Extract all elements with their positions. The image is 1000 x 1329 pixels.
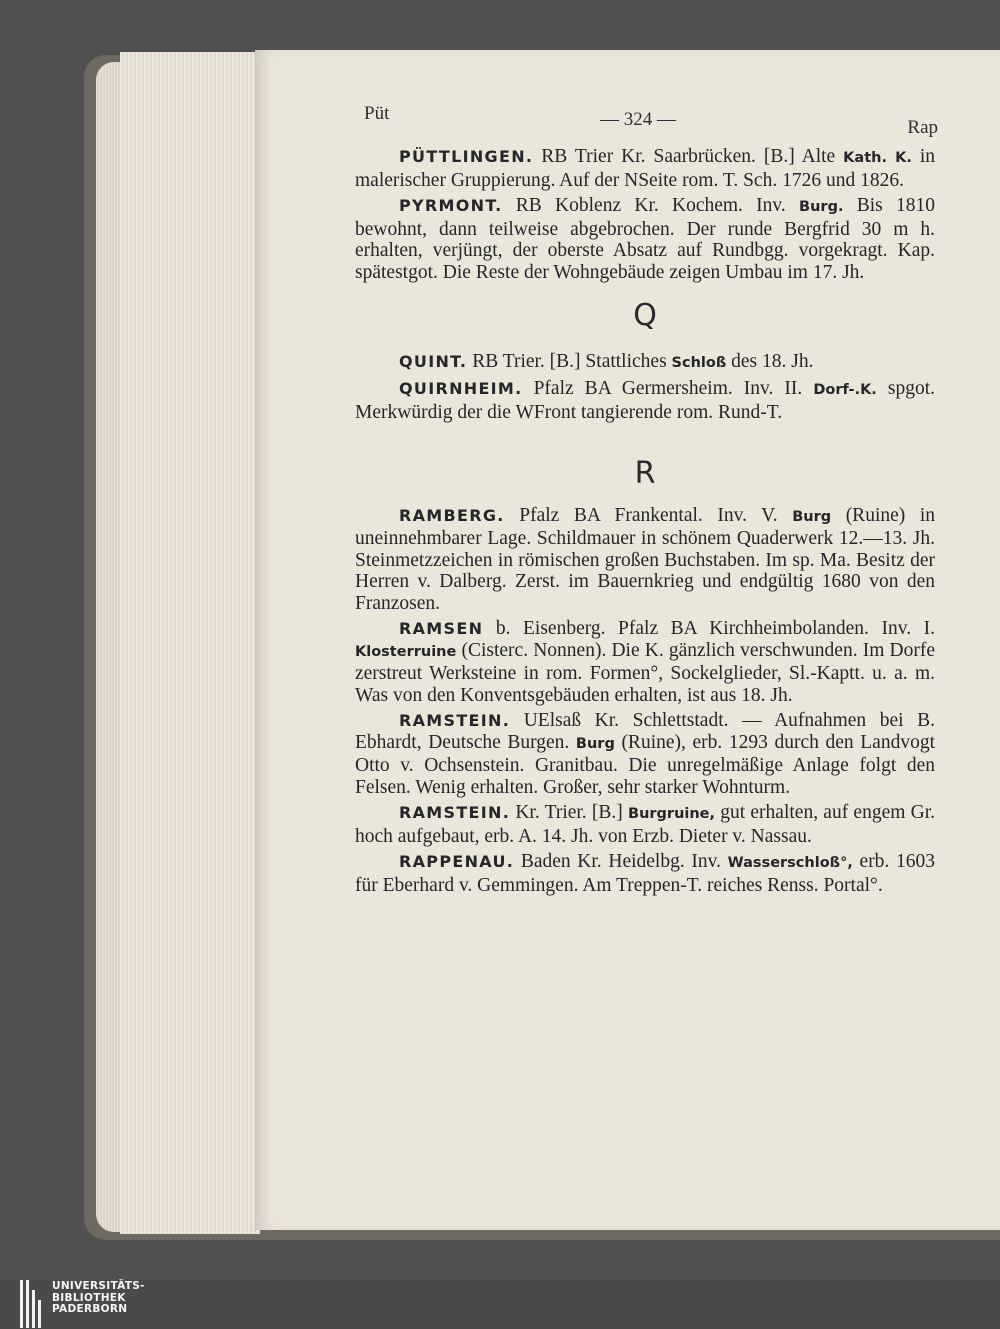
entry-keyword: Schloß xyxy=(671,354,727,371)
entries-p xyxy=(355,146,935,283)
entry-text: erb. 1603 für Eberhard v. Gemmingen. Am Treppen-T. reiches Renss. Portal°. xyxy=(355,851,935,896)
entry-text: RB Trier. [B.] Stattliches xyxy=(467,350,672,372)
gazetteer-entry xyxy=(355,710,935,798)
gazetteer-entry xyxy=(355,802,935,847)
entries-q xyxy=(355,351,935,424)
entry-place-name: PYRMONT. xyxy=(399,196,503,215)
library-name-line-1: UNIVERSITÄTS- xyxy=(52,1280,145,1292)
library-name-line-3: PADERBORN xyxy=(52,1303,128,1315)
gazetteer-entry xyxy=(355,505,935,615)
entry-place-name: QUINT. xyxy=(399,351,468,371)
library-name-line-2: BIBLIOTHEK xyxy=(52,1291,126,1304)
gazetteer-entry xyxy=(355,618,935,706)
entry-keyword: Burg. xyxy=(799,199,844,215)
entry-text: spgot. Merkwürdig der die WFront tangierende rom. Rund-T. xyxy=(355,378,936,423)
entry-text: Pfalz BA Frankental. Inv. V. xyxy=(504,504,793,526)
entry-text: RB Trier Kr. Saarbrücken. [B.] Alte xyxy=(533,146,844,167)
entry-text: Bis 1810 bewohnt, dann teilweise abgebrochen. Der runde Bergfrid 30 m h. erhalten, verjüngt, der oberste Absatz auf Rundbgg. vorgekragt. Kap. spätestgot. Die Reste der Wohngebäude zeigen Umbau im 17. Jh. xyxy=(355,195,935,283)
entry-keyword: Dorf-.K. xyxy=(813,382,877,398)
entry-keyword: Burgruine, xyxy=(628,806,716,822)
entry-place-name: RAMBERG. xyxy=(399,505,505,525)
gazetteer-entry xyxy=(355,195,935,283)
entry-keyword: Wasserschloß°, xyxy=(727,855,853,871)
entry-place-name: RAMSTEIN. xyxy=(399,711,511,730)
library-name xyxy=(52,1281,145,1316)
entries-r xyxy=(355,505,935,897)
gazetteer-entry xyxy=(355,351,935,375)
entry-text: Pfalz BA Germersheim. Inv. II. xyxy=(522,378,814,399)
entry-text: in malerischer Gruppierung. Auf der NSeite rom. T. Sch. 1726 und 1826. xyxy=(355,146,936,191)
entry-place-name: QUIRNHEIM. xyxy=(399,379,523,398)
entry-text: Kr. Trier. [B.] xyxy=(510,802,629,823)
page-text xyxy=(355,146,935,900)
entry-place-name: RAPPENAU. xyxy=(399,852,515,871)
entry-place-name: RAMSTEIN. xyxy=(399,803,511,822)
entry-keyword: Klosterruine xyxy=(355,643,457,660)
entry-keyword: Burg xyxy=(575,735,615,752)
library-logo-icon xyxy=(20,1280,46,1328)
gazetteer-entry xyxy=(355,851,935,896)
entry-text: (Ruine), erb. 1293 durch den Landvogt Otto v. Ochsenstein. Granitbau. Die unregelmäßige Anlage folgt den Felsen. Wenig erhalten. Großer, sehr starker Wohnturm. xyxy=(355,731,935,798)
gazetteer-entry xyxy=(355,146,935,191)
entry-place-name: PÜTTLINGEN. xyxy=(399,147,534,166)
entry-text: Baden Kr. Heidelbg. Inv. xyxy=(514,851,728,872)
entry-keyword: Burg xyxy=(792,508,832,525)
entry-text: UElsaß Kr. Schlettstadt. — Aufnahmen bei B. Ebhardt, Deutsche Burgen. xyxy=(355,710,935,753)
section-letter-q: Q xyxy=(633,298,657,333)
entry-place-name: RAMSEN xyxy=(399,619,484,638)
entry-text: b. Eisenberg. Pfalz BA Kirchheimbolanden. Inv. I. xyxy=(483,618,935,639)
gazetteer-entry xyxy=(355,378,935,423)
entry-text: gut erhalten, auf engem Gr. hoch aufgebaut, erb. A. 14. Jh. von Erzb. Dieter v. Nassau. xyxy=(355,802,935,847)
library-footer xyxy=(0,1280,1000,1329)
page-stack xyxy=(120,52,260,1234)
header-left-keyword: Püt xyxy=(364,103,390,124)
section-letter-r: R xyxy=(634,456,656,491)
entry-text: (Cisterc. Nonnen). Die K. gänzlich verschwunden. Im Dorfe zerstreut Werksteine in rom. Formen°, Sockelglieder, Sl.-Kaptt. u. a. m. Was von den Konventsgebäuden erhalten, ist aus 18. Jh. xyxy=(355,639,935,706)
header-right-keyword: Rap xyxy=(907,117,938,138)
running-header xyxy=(360,103,950,138)
entry-text: (Ruine) in uneinnehmbarer Lage. Schildmauer in schönem Quaderwerk 12.—13. Jh. Steinmetzzeichen in römischen großen Buchstaben. Im sp. Ma. Besitz der Herren v. Dalberg. Zerst. im Bauernkrieg und endgültig 1680 von den Franzosen. xyxy=(355,504,935,614)
entry-text: RB Koblenz Kr. Kochem. Inv. xyxy=(502,195,800,216)
entry-keyword: Kath. K. xyxy=(843,150,912,166)
page-number: — 324 — xyxy=(600,109,676,130)
entry-text: des 18. Jh. xyxy=(726,350,814,372)
